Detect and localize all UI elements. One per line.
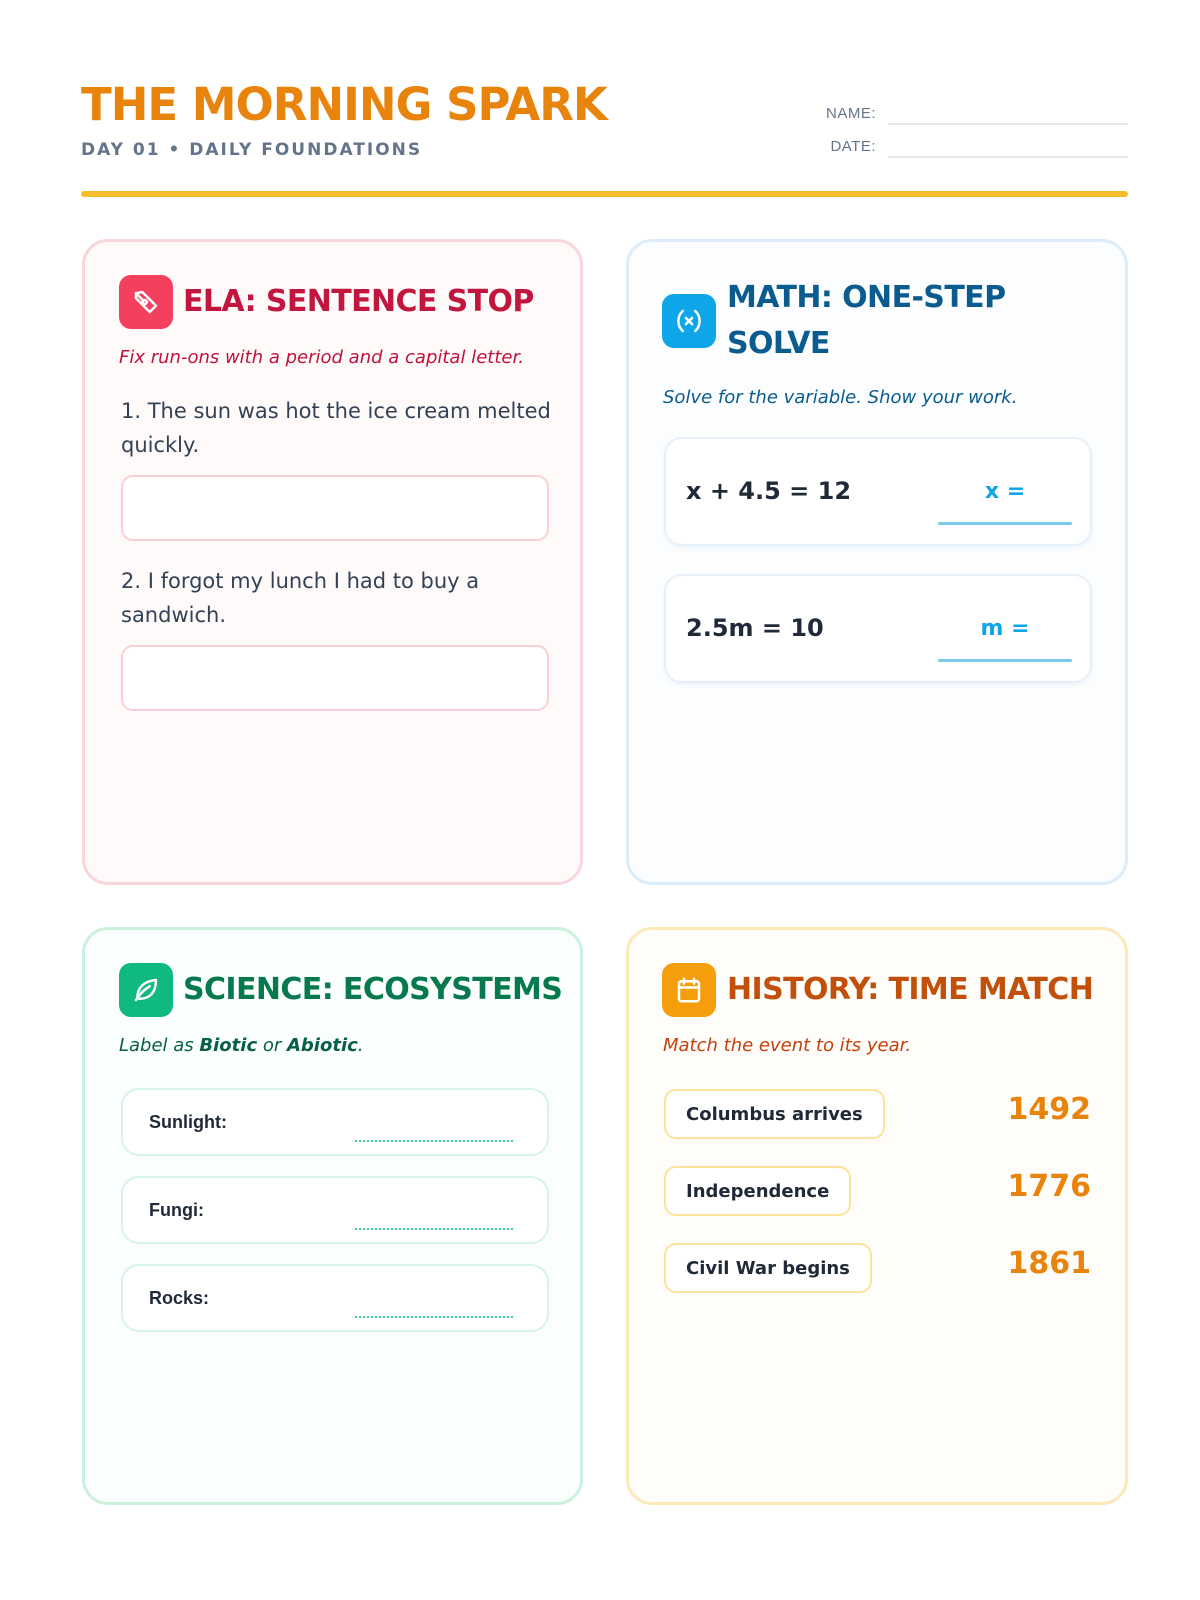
name-label: NAME: <box>825 105 876 122</box>
ela-answer-box-2[interactable] <box>121 645 549 711</box>
item-label: Fungi: <box>149 1200 204 1220</box>
math-card <box>626 239 1128 885</box>
ela-title: ELA: SENTENCE STOP <box>183 284 534 319</box>
ela-instruction: Fix run-ons with a period and a capital letter. <box>119 347 524 368</box>
year-label-1776[interactable]: 1776 <box>1007 1169 1091 1204</box>
math-title: MATH: ONE-STEP SOLVE <box>727 280 1006 361</box>
worksheet-header <box>81 78 1128 198</box>
variable-icon <box>662 294 716 348</box>
science-item-rocks <box>121 1264 549 1332</box>
history-title: HISTORY: TIME MATCH <box>727 972 1094 1007</box>
event-card-civil-war[interactable]: Civil War begins <box>664 1243 872 1293</box>
date-label: DATE: <box>830 138 876 155</box>
ela-question-2: 2. I forgot my lunch I had to buy a sandwich. <box>121 569 480 627</box>
header-divider <box>81 191 1128 197</box>
answer-line[interactable] <box>355 1228 513 1230</box>
event-card-independence[interactable]: Independence <box>664 1166 851 1216</box>
science-instruction: Label as Biotic or Abiotic. <box>119 1035 364 1056</box>
ela-answer-box-1[interactable] <box>121 475 549 541</box>
answer-line[interactable] <box>938 659 1072 662</box>
answer-line[interactable] <box>355 1316 513 1318</box>
history-instruction: Match the event to its year. <box>663 1035 912 1056</box>
event-card-columbus[interactable]: Columbus arrives <box>664 1089 885 1139</box>
answer-line[interactable] <box>938 522 1072 525</box>
date-line[interactable] <box>888 156 1128 158</box>
item-label: Rocks: <box>149 1288 210 1308</box>
equation-text: x + 4.5 = 12 <box>686 477 852 505</box>
year-label-1492[interactable]: 1492 <box>1007 1092 1091 1127</box>
math-instruction: Solve for the variable. Show your work. <box>663 387 1018 408</box>
equation-card-2 <box>664 574 1092 683</box>
science-card <box>82 927 583 1505</box>
equation-text: 2.5m = 10 <box>686 614 824 642</box>
equation-card-1 <box>664 437 1092 546</box>
item-label: Sunlight: <box>149 1112 227 1132</box>
page-subtitle: DAY 01 • DAILY FOUNDATIONS <box>81 140 423 160</box>
year-label-1861[interactable]: 1861 <box>1007 1246 1091 1281</box>
answer-line[interactable] <box>355 1140 513 1142</box>
science-item-sunlight <box>121 1088 549 1156</box>
leaf-icon <box>119 963 173 1017</box>
ela-card <box>82 239 583 885</box>
calendar-icon <box>662 963 716 1017</box>
name-field[interactable] <box>809 95 1128 123</box>
page-title: THE MORNING SPARK <box>81 78 607 131</box>
name-line[interactable] <box>888 123 1128 125</box>
science-title: SCIENCE: ECOSYSTEMS <box>183 972 563 1007</box>
date-field[interactable] <box>809 128 1128 156</box>
answer-label: m = <box>980 616 1030 641</box>
science-item-fungi <box>121 1176 549 1244</box>
pen-nib-icon <box>119 275 173 329</box>
ela-question-1: 1. The sun was hot the ice cream melted quickly. <box>121 399 551 457</box>
history-card <box>626 927 1128 1505</box>
answer-label: x = <box>984 479 1026 504</box>
